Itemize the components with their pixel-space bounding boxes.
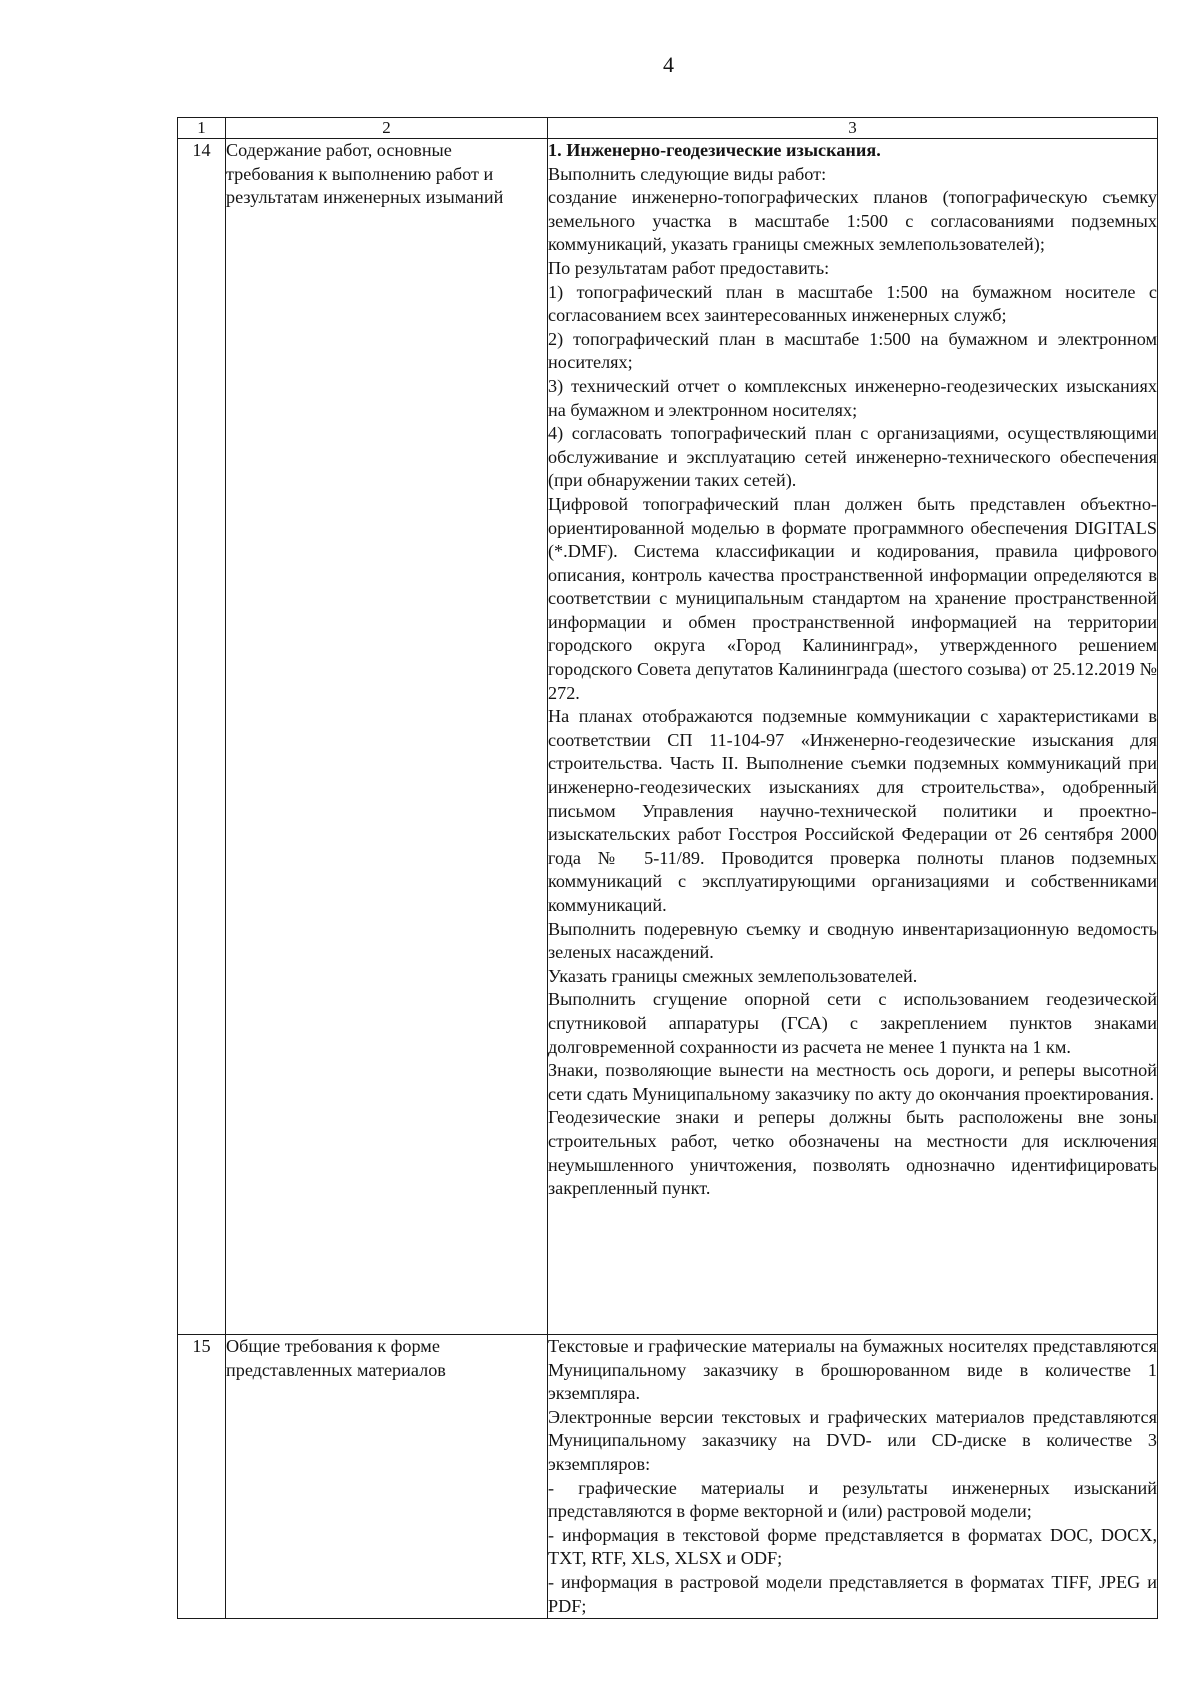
paragraph: Цифровой топографический план должен быть представлен объектно-ориентированной моделью в формате программного обеспечения DIGITALS (*.DMF). Система классификации и кодирования, правила цифрового описания, контроль качества пространственной информации определяются в соответствии с муниципальным стандартом на хранение пространственной информации и обмен пространственной информацией на территории городского округа «Город Калининград», утвержденного решением городского Совета депутатов Калининграда (шестого созыва) от 25.12.2019 № 272. (548, 493, 1157, 703)
row-label-line: Общие требования к форме (226, 1336, 440, 1356)
requirements-table (177, 117, 1158, 1619)
paragraph: Выполнить следующие виды работ: (548, 163, 827, 184)
paragraph: Выполнить подеревную съемку и сводную инвентаризационную ведомость зеленых насаждений. (548, 918, 1157, 963)
paragraph: Выполнить сгущение опорной сети с использованием геодезической спутниковой аппаратуры (ГСА) с закреплением пунктов знаками долговременной сохранности из расчета не менее 1 пункта на 1 км. (548, 989, 1157, 1057)
paragraph: Электронные версии текстовых и графических материалов представляются Муниципальному заказчику на DVD- или CD-диске в количестве 3 экземпляров: (548, 1406, 1157, 1474)
row-label-line: результатам инженерных изыманий (226, 187, 504, 208)
paragraph: На планах отображаются подземные коммуникации с характеристиками в соответствии СП 11-104-97 «Инженерно-геодезические изыскания для строительства. Часть II. Выполнение съемки подземных коммуникаций при инженерно-геодезических изысканиях для строительства», одобренный письмом Управления научно-технической политики и проектно-изыскательских работ Госстроя Российской Федерации от 26 сентября 2000 года № 5-11/89. Проводится проверка полноты планов подземных коммуникаций с эксплуатирующими организациями и собственниками коммуникаций. (548, 706, 1157, 915)
paragraph: 3) технический отчет о комплексных инженерно-геодезических изысканиях на бумажном и электронном носителях; (548, 375, 1157, 420)
paragraph: - информация в растровой модели представляется в форматах TIFF, JPEG и PDF; (548, 1571, 1157, 1616)
column-header-3: 3 (548, 118, 1158, 139)
paragraph: 4) согласовать топографический план с организациями, осуществляющими обслуживание и эксплуатацию сетей инженерно-технического обеспечения (при обнаружении таких сетей). (548, 423, 1157, 491)
row-label (226, 139, 548, 1335)
paragraph: 2) топографический план в масштабе 1:500 на бумажном и электронном носителях; (548, 328, 1157, 373)
page-number: 4 (663, 52, 674, 77)
row-content (548, 1335, 1158, 1619)
table-row-15 (178, 1335, 1158, 1619)
paragraph: создание инженерно-топографических планов (топографическую съемку земельного участка в масштабе 1:500 с согласованиями подземных коммуникаций, указать границы смежных землепользователей); (548, 187, 1157, 255)
table-header-row (178, 118, 1158, 139)
column-header-2: 2 (226, 118, 548, 139)
paragraph: Указать границы смежных землепользователей. (548, 965, 918, 986)
paragraph: - графические материалы и результаты инженерных изысканий представляются в форме векторной и (или) растровой модели; (548, 1477, 1157, 1522)
row-label (226, 1335, 548, 1619)
row-number: 15 (178, 1335, 226, 1619)
paragraph: 1) топографический план в масштабе 1:500 на бумажном носителе с согласованием всех заинтересованных инженерных служб; (548, 281, 1157, 326)
paragraph: - информация в текстовой форме представляется в форматах DOC, DOCX, TXT, RTF, XLS, XLSX и ODF; (548, 1524, 1157, 1569)
table-row-14 (178, 139, 1158, 1335)
paragraph: Текстовые и графические материалы на бумажных носителях представляются Муниципальному заказчику в брошюрованном виде в количестве 1 экземпляра. (548, 1336, 1157, 1404)
column-header-1: 1 (178, 118, 226, 139)
row-content (548, 139, 1158, 1335)
row-label-line: Содержание работ, основные (226, 140, 452, 160)
paragraph: Знаки, позволяющие вынести на местность ось дороги, и реперы высотной сети сдать Муниципальному заказчику по акту до окончания проектирования. (548, 1060, 1157, 1104)
row-label-line: требования к выполнению работ и (226, 163, 494, 184)
row-number: 14 (178, 139, 226, 1335)
row-label-line: представленных материалов (226, 1359, 446, 1380)
section-heading: 1. Инженерно-геодезические изыскания. (548, 140, 881, 160)
paragraph: По результатам работ предоставить: (548, 257, 830, 278)
paragraph: Геодезические знаки и реперы должны быть расположены вне зоны строительных работ, четко обозначены на местности для исключения неумышленного уничтожения, позволять однозначно идентифицировать закрепленный пункт. (548, 1107, 1157, 1199)
